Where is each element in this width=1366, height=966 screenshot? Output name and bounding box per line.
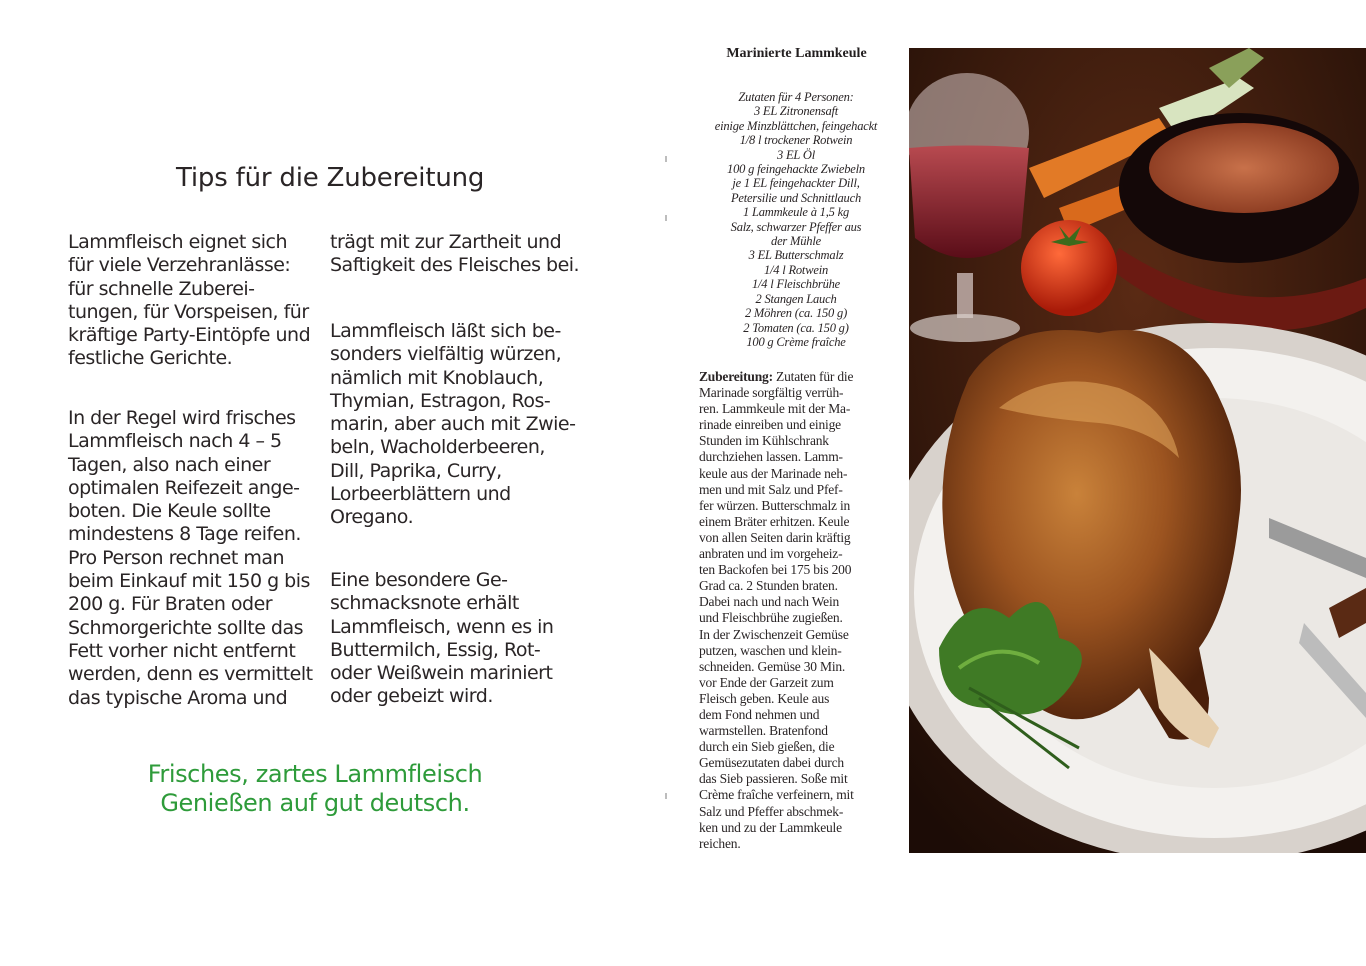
text-line: dem Fond nehmen und [699,706,820,722]
text-line: kräftige Party-Eintöpfe und [68,324,311,347]
method-first-line [699,369,899,385]
text-line: für viele Verzehranlässe: [68,254,291,277]
text-line: 2 Tomaten (ca. 150 g) [743,320,849,335]
text-line: Pro Person rechnet man [68,546,285,569]
method-text [699,369,899,852]
text-line: 200 g. Für Braten oder [68,593,273,616]
text-line: Gemüsezutaten dabei durch [699,755,844,771]
text-line: Saftigkeit des Fleisches bei. [330,254,580,277]
paragraph-col2-1 [330,231,579,278]
text-line: vor Ende der Garzeit zum [699,674,834,690]
text-line: Grad ca. 2 Stunden braten. [699,578,838,594]
text-line: von allen Seiten darin kräftig [699,529,851,545]
text-line: optimalen Reifezeit ange- [68,476,300,499]
text-line: In der Regel wird frisches [68,407,296,429]
paragraph-col2-3 [330,569,553,709]
text-line: schneiden. Gemüse 30 Min. [699,658,846,674]
text-line: Tagen, also nach einer [68,453,271,476]
text-line: ken und zu der Lammkeule [699,819,842,835]
text-line: einem Bräter erhitzen. Keule [699,513,850,529]
text-line: anbraten und im vorgeheiz- [699,546,843,562]
paragraph-col2-2 [330,320,575,530]
text-line: Stunden im Kühlschrank [699,433,829,449]
text-line: durchziehen lassen. Lamm- [699,449,843,465]
text-line: 1/4 l Rotwein [763,262,829,277]
text-line: Lammfleisch nach 4 – 5 [68,430,282,453]
slogan [0,760,630,818]
text-line: festliche Gerichte. [68,347,233,370]
text-line: einige Minzblättchen, feingehackt [714,118,878,133]
text-line: sonders vielfältig würzen, [330,343,562,366]
method-first-text: Zutaten für die [772,369,854,384]
text-line: werden, denn es vermittelt [68,663,313,686]
text-line: Buttermilch, Essig, Rot- [330,638,541,661]
text-line: boten. Die Keule sollte [68,500,271,523]
paragraph-col1-2 [68,407,313,710]
text-line: schmacksnote erhält [330,592,519,615]
paragraph-col1-1 [68,231,310,371]
text-line: Dill, Paprika, Curry, [330,459,502,482]
text-line: je 1 EL feingehackter Dill, [732,176,860,191]
text-line: nämlich mit Knoblauch, [330,366,544,389]
text-line: ren. Lammkeule mit der Ma- [699,401,851,417]
text-line: Lammfleisch eignet sich [68,231,288,253]
fold-mark [665,156,667,162]
method-label: Zubereitung: [699,369,773,384]
text-line: Dabei nach und nach Wein [699,594,840,610]
fold-mark [665,793,667,799]
text-line: In der Zwischenzeit Gemüse [699,626,849,642]
text-line: reichen. [699,835,741,851]
fold-mark [665,215,667,221]
text-line: Eine besondere Ge- [330,569,508,591]
text-line: oder Weißwein mariniert [330,662,553,685]
text-line: Marinade sorgfältig verrüh- [699,385,844,401]
text-line: das Sieb passieren. Soße mit [699,771,848,787]
text-line: Zutaten für 4 Personen: [738,90,854,104]
text-line: keule aus der Marinade neh- [699,465,848,481]
text-line: 3 EL Butterschmalz [748,248,844,263]
text-line: und Fleischbrühe zugießen. [699,610,843,626]
text-line: beln, Wacholderbeeren, [330,436,545,459]
text-line: fer würzen. Butterschmalz in [699,497,851,513]
text-line: Fleisch geben. Keule aus [699,690,830,706]
method-lines [699,385,899,852]
text-line: für schnelle Zuberei- [68,277,255,300]
text-line: 3 EL Zitronensaft [753,104,839,119]
text-line: 2 Stangen Lauch [755,291,837,306]
recipe-title: Marinierte Lammkeule [726,46,867,61]
text-line: 3 EL Öl [777,147,815,162]
text-line: 1/8 l trockener Rotwein [739,133,853,148]
text-line: Frisches, zartes Lammfleisch [147,760,483,788]
text-line: Crème fraîche verfeinern, mit [699,787,854,803]
text-line: Genießen auf gut deutsch. [160,789,470,817]
text-line: marin, aber auch mit Zwie- [330,413,576,436]
text-line: men und mit Salz und Pfef- [699,481,843,497]
text-line: mindestens 8 Tage reifen. [68,523,301,546]
ingredients-list [696,90,896,349]
text-line: 1 Lammkeule à 1,5 kg [742,205,850,220]
text-line: Salz, schwarzer Pfeffer aus [730,219,862,234]
text-line: Fett vorher nicht entfernt [68,639,296,662]
text-line: Thymian, Estragon, Ros- [330,389,551,412]
text-line: Salz und Pfeffer abschmek- [699,803,844,819]
text-line: Lammfleisch läßt sich be- [330,320,561,342]
text-line: rinade einreiben und einige [699,417,841,433]
text-line: Schmorgerichte sollte das [68,616,304,639]
text-line: 100 g feingehackte Zwiebeln [727,162,865,177]
text-line: Lorbeerblättern und [330,483,511,506]
text-line: Oregano. [330,506,414,529]
text-line: ten Backofen bei 175 bis 200 [699,562,852,578]
text-line: 2 Möhren (ca. 150 g) [744,306,848,321]
text-line: Petersilie und Schnittlauch [731,190,861,205]
text-line: durch ein Sieb gießen, die [699,739,835,755]
text-line: das typische Aroma und [68,686,288,709]
text-line: putzen, waschen und klein- [699,642,842,658]
text-line: tungen, für Vorspeisen, für [68,300,309,323]
text-line: warmstellen. Bratenfond [699,723,828,739]
page-title: Tips für die Zubereitung [176,163,485,193]
text-line: beim Einkauf mit 150 g bis [68,570,310,593]
text-line: 1/4 l Fleischbrühe [751,277,841,292]
text-line: 100 g Crème fraîche [746,334,846,349]
text-line: Lammfleisch, wenn es in [330,615,554,638]
text-line: oder gebeizt wird. [330,685,493,708]
lamb-photo [909,48,1366,853]
text-line: der Mühle [771,234,821,249]
text-line: trägt mit zur Zartheit und [330,231,562,253]
